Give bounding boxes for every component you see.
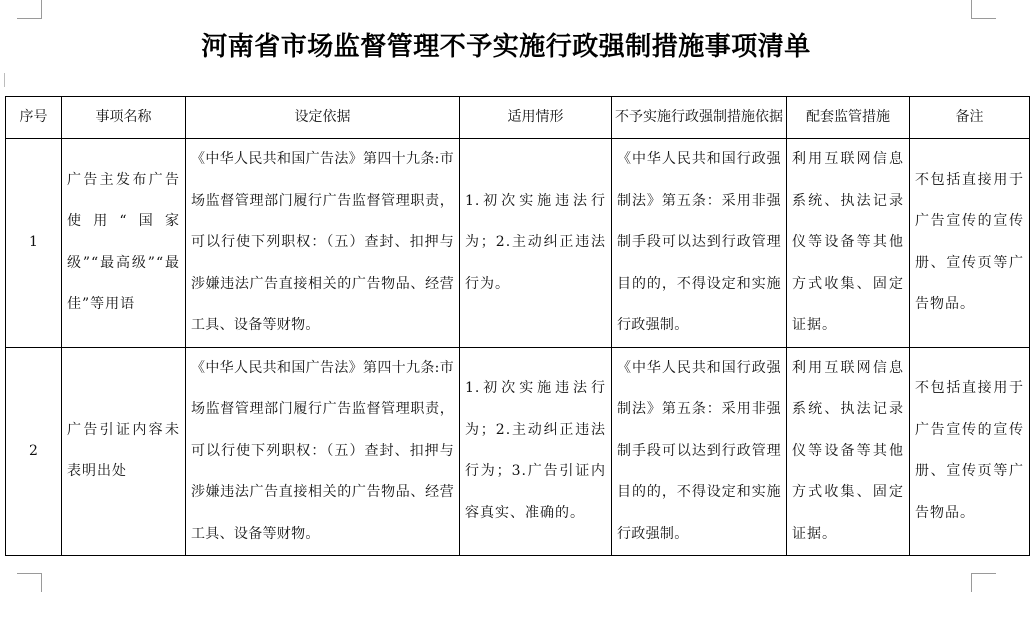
row-supporting-measures [787, 139, 910, 348]
row-remark-text: 不包括直接用于广告宣传的宣传册、宣传页等广告物品。 [915, 380, 1024, 521]
header-serial-number: 序号 [6, 97, 62, 139]
row-item-name [62, 347, 186, 556]
page-corner-mark-bottom-right [971, 573, 996, 592]
row-supporting-measures [787, 347, 910, 556]
header-item-name: 事项名称 [62, 97, 186, 139]
row-serial-number: 1 [6, 139, 62, 348]
header-supporting-measures: 配套监管措施 [787, 97, 910, 139]
row-exemption-basis-text: 《中华人民共和国行政强制法》第五条：采用非强制手段可以达到行政管理目的的，不得设定和实施行政强制。 [617, 359, 781, 542]
row-legal-basis [186, 347, 460, 556]
row-exemption-basis [612, 347, 787, 556]
row-legal-basis [186, 139, 460, 348]
header-exemption-basis: 不予实施行政强制措施依据 [612, 97, 787, 139]
row-remark [910, 139, 1030, 348]
page-corner-mark-top-right [971, 0, 996, 19]
header-remark: 备注 [910, 97, 1030, 139]
row-supporting-measures-text: 利用互联网信息系统、执法记录仪等设备等其他方式收集、固定证据。 [792, 151, 904, 333]
row-supporting-measures-text: 利用互联网信息系统、执法记录仪等设备等其他方式收集、固定证据。 [792, 359, 904, 542]
table-row [6, 139, 1030, 348]
header-legal-basis: 设定依据 [186, 97, 460, 139]
table-header-row [6, 97, 1030, 139]
row-item-name-text: 广告引证内容未表明出处 [67, 421, 180, 480]
row-legal-basis-text: 《中华人民共和国广告法》第四十九条:市场监督管理部门履行广告监督管理职责，可以行使下列职权：（五）查封、扣押与涉嫌违法广告直接相关的广告物品、经营工具、设备等财物。 [191, 359, 454, 542]
row-item-name [62, 139, 186, 348]
page-edge-marker [0, 73, 5, 87]
row-remark [910, 347, 1030, 556]
row-applicable-situation [460, 139, 612, 348]
page-corner-mark-top-left [17, 0, 42, 19]
row-exemption-basis [612, 139, 787, 348]
row-applicable-situation [460, 347, 612, 556]
page-corner-mark-bottom-left [17, 573, 42, 592]
row-applicable-situation-text: 1.初次实施违法行为；2.主动纠正违法行为。 [465, 192, 606, 292]
row-remark-text: 不包括直接用于广告宣传的宣传册、宣传页等广告物品。 [915, 171, 1024, 313]
table-row [6, 347, 1030, 556]
document-title: 河南省市场监督管理不予实施行政强制措施事项清单 [201, 32, 811, 62]
row-applicable-situation-text: 1.初次实施违法行为；2.主动纠正违法行为；3.广告引证内容真实、准确的。 [465, 380, 606, 521]
row-legal-basis-text: 《中华人民共和国广告法》第四十九条:市场监督管理部门履行广告监督管理职责，可以行使下列职权：（五）查封、扣押与涉嫌违法广告直接相关的广告物品、经营工具、设备等财物。 [191, 151, 454, 333]
row-item-name-text: 广告主发布广告使用“国家级”“最高级”“最佳”等用语 [67, 171, 180, 313]
row-exemption-basis-text: 《中华人民共和国行政强制法》第五条：采用非强制手段可以达到行政管理目的的，不得设定和实施行政强制。 [617, 151, 781, 333]
measures-table [5, 96, 1030, 556]
row-serial-number: 2 [6, 347, 62, 556]
header-applicable-situation: 适用情形 [460, 97, 612, 139]
